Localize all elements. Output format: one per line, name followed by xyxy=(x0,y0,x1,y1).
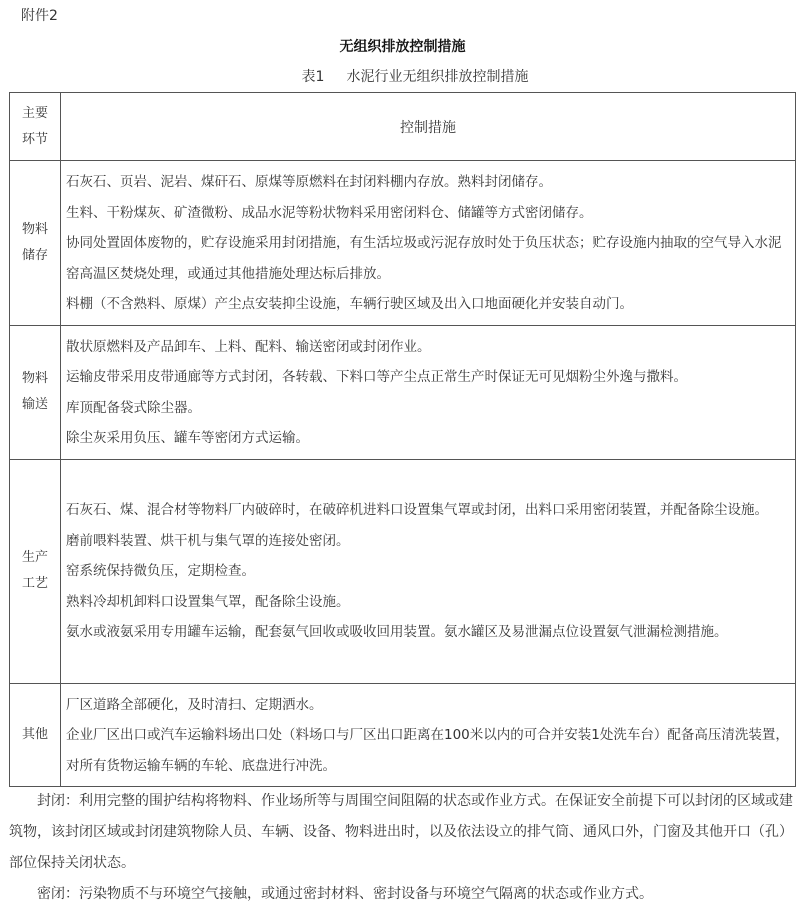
header-main-link-line2: 环节 xyxy=(21,131,48,147)
measure-item: 除尘灰采用负压、罐车等密闭方式运输。 xyxy=(66,430,309,446)
row-label-other xyxy=(10,683,61,787)
measure-item: 协同处置固体废物的，贮存设施采用封闭措施，有生活垃圾或污泥存放时处于负压状态；贮存设施内抽取的空气导入水泥窑高温区焚烧处理，或通过其他措施处理达标后排放。 xyxy=(66,235,782,282)
row-label-line1: 物料 xyxy=(21,371,48,386)
table-row-conveying xyxy=(10,325,796,459)
measure-item: 料棚（不含熟料、原煤）产尘点安装抑尘设施，车辆行驶区域及出入口地面硬化并安装自动门。 xyxy=(66,296,633,312)
row-label-line1: 生产 xyxy=(21,550,48,565)
row-label-line2: 储存 xyxy=(21,247,48,263)
control-measures-table xyxy=(9,92,796,787)
table-caption xyxy=(0,66,805,86)
measures-cell-conveying xyxy=(61,325,796,459)
measures-cell-storage xyxy=(61,161,796,326)
measure-item: 运输皮带采用皮带通廊等方式封闭，各转载、下料口等产尘点正常生产时保证无可见烟粉尘外逸与撒料。 xyxy=(66,369,687,385)
measures-cell-production xyxy=(61,459,796,683)
header-cell-main-link xyxy=(10,93,61,161)
measure-item: 库顶配备袋式除尘器。 xyxy=(66,399,201,416)
table-row-other xyxy=(10,683,796,787)
row-label-storage xyxy=(10,161,61,326)
table-caption-text: 水泥行业无组织排放控制措施 xyxy=(346,69,529,85)
document-title: 无组织排放控制措施 xyxy=(339,39,466,55)
measure-item: 企业厂区出口或汽车运输料场出口处（料场口与厂区出口距离在100米以内的可合并安装1处洗车台）配备高压清洗装置，对所有货物运输车辆的车轮、底盘进行冲洗。 xyxy=(66,727,789,774)
measure-item: 磨前喂料装置、烘干机与集气罩的连接处密闭。 xyxy=(66,532,350,549)
measure-item: 厂区道路全部硬化，及时清扫、定期洒水。 xyxy=(66,696,323,713)
measure-item: 熟料冷却机卸料口设置集气罩，配备除尘设施。 xyxy=(66,593,350,610)
measure-item: 散状原燃料及产品卸车、上料、配料、输送密闭或封闭作业。 xyxy=(66,338,431,355)
row-label-line1: 物料 xyxy=(21,221,48,237)
measure-item: 石灰石、煤、混合材等物料厂内破碎时，在破碎机进料口设置集气罩或封闭，出料口采用密闭装置，并配备除尘设施。 xyxy=(66,502,768,519)
table-header-row xyxy=(10,93,796,161)
measures-cell-other xyxy=(61,683,796,787)
attachment-label: 附件2 xyxy=(21,8,58,24)
measure-item: 生料、干粉煤灰、矿渣微粉、成品水泥等粉状物料采用密闭料仓、储罐等方式密闭储存。 xyxy=(66,204,593,221)
measure-item: 氨水或液氨采用专用罐车运输，配套氨气回收或吸收回用装置。氨水罐区及易泄漏点位设置氨气泄漏检测措施。 xyxy=(66,624,728,641)
measure-item: 窑系统保持微负压，定期检查。 xyxy=(66,563,255,580)
table-caption-number: 表1 xyxy=(301,69,325,85)
row-label-production xyxy=(10,459,61,683)
header-cell-measures: 控制措施 xyxy=(61,93,796,161)
measure-item: 石灰石、页岩、泥岩、煤矸石、原煤等原燃料在封闭料棚内存放。熟料封闭储存。 xyxy=(66,174,552,190)
footnote-enclosed-definition: 封闭：利用完整的围护结构将物料、作业场所等与周围空间阻隔的状态或作业方式。在保证安全前提下可以封闭的区域或建筑物，该封闭区域或封闭建筑物除人员、车辆、设备、物料进出时，以及依法设立的排气筒、通风口外，门窗及其他开口（孔）部位保持关闭状态。 xyxy=(9,793,793,871)
row-label-conveying xyxy=(10,325,61,459)
header-main-link-line1: 主要 xyxy=(21,105,48,121)
row-label-line1: 其他 xyxy=(21,726,48,742)
footnote-sealed-definition: 密闭：污染物质不与环境空气接触，或通过密封材料、密封设备与环境空气隔离的状态或作业方式。 xyxy=(37,886,653,902)
row-label-line2: 工艺 xyxy=(21,576,48,591)
table-row-production xyxy=(10,459,796,683)
table-row-storage xyxy=(10,161,796,326)
row-label-line2: 输送 xyxy=(21,397,48,412)
